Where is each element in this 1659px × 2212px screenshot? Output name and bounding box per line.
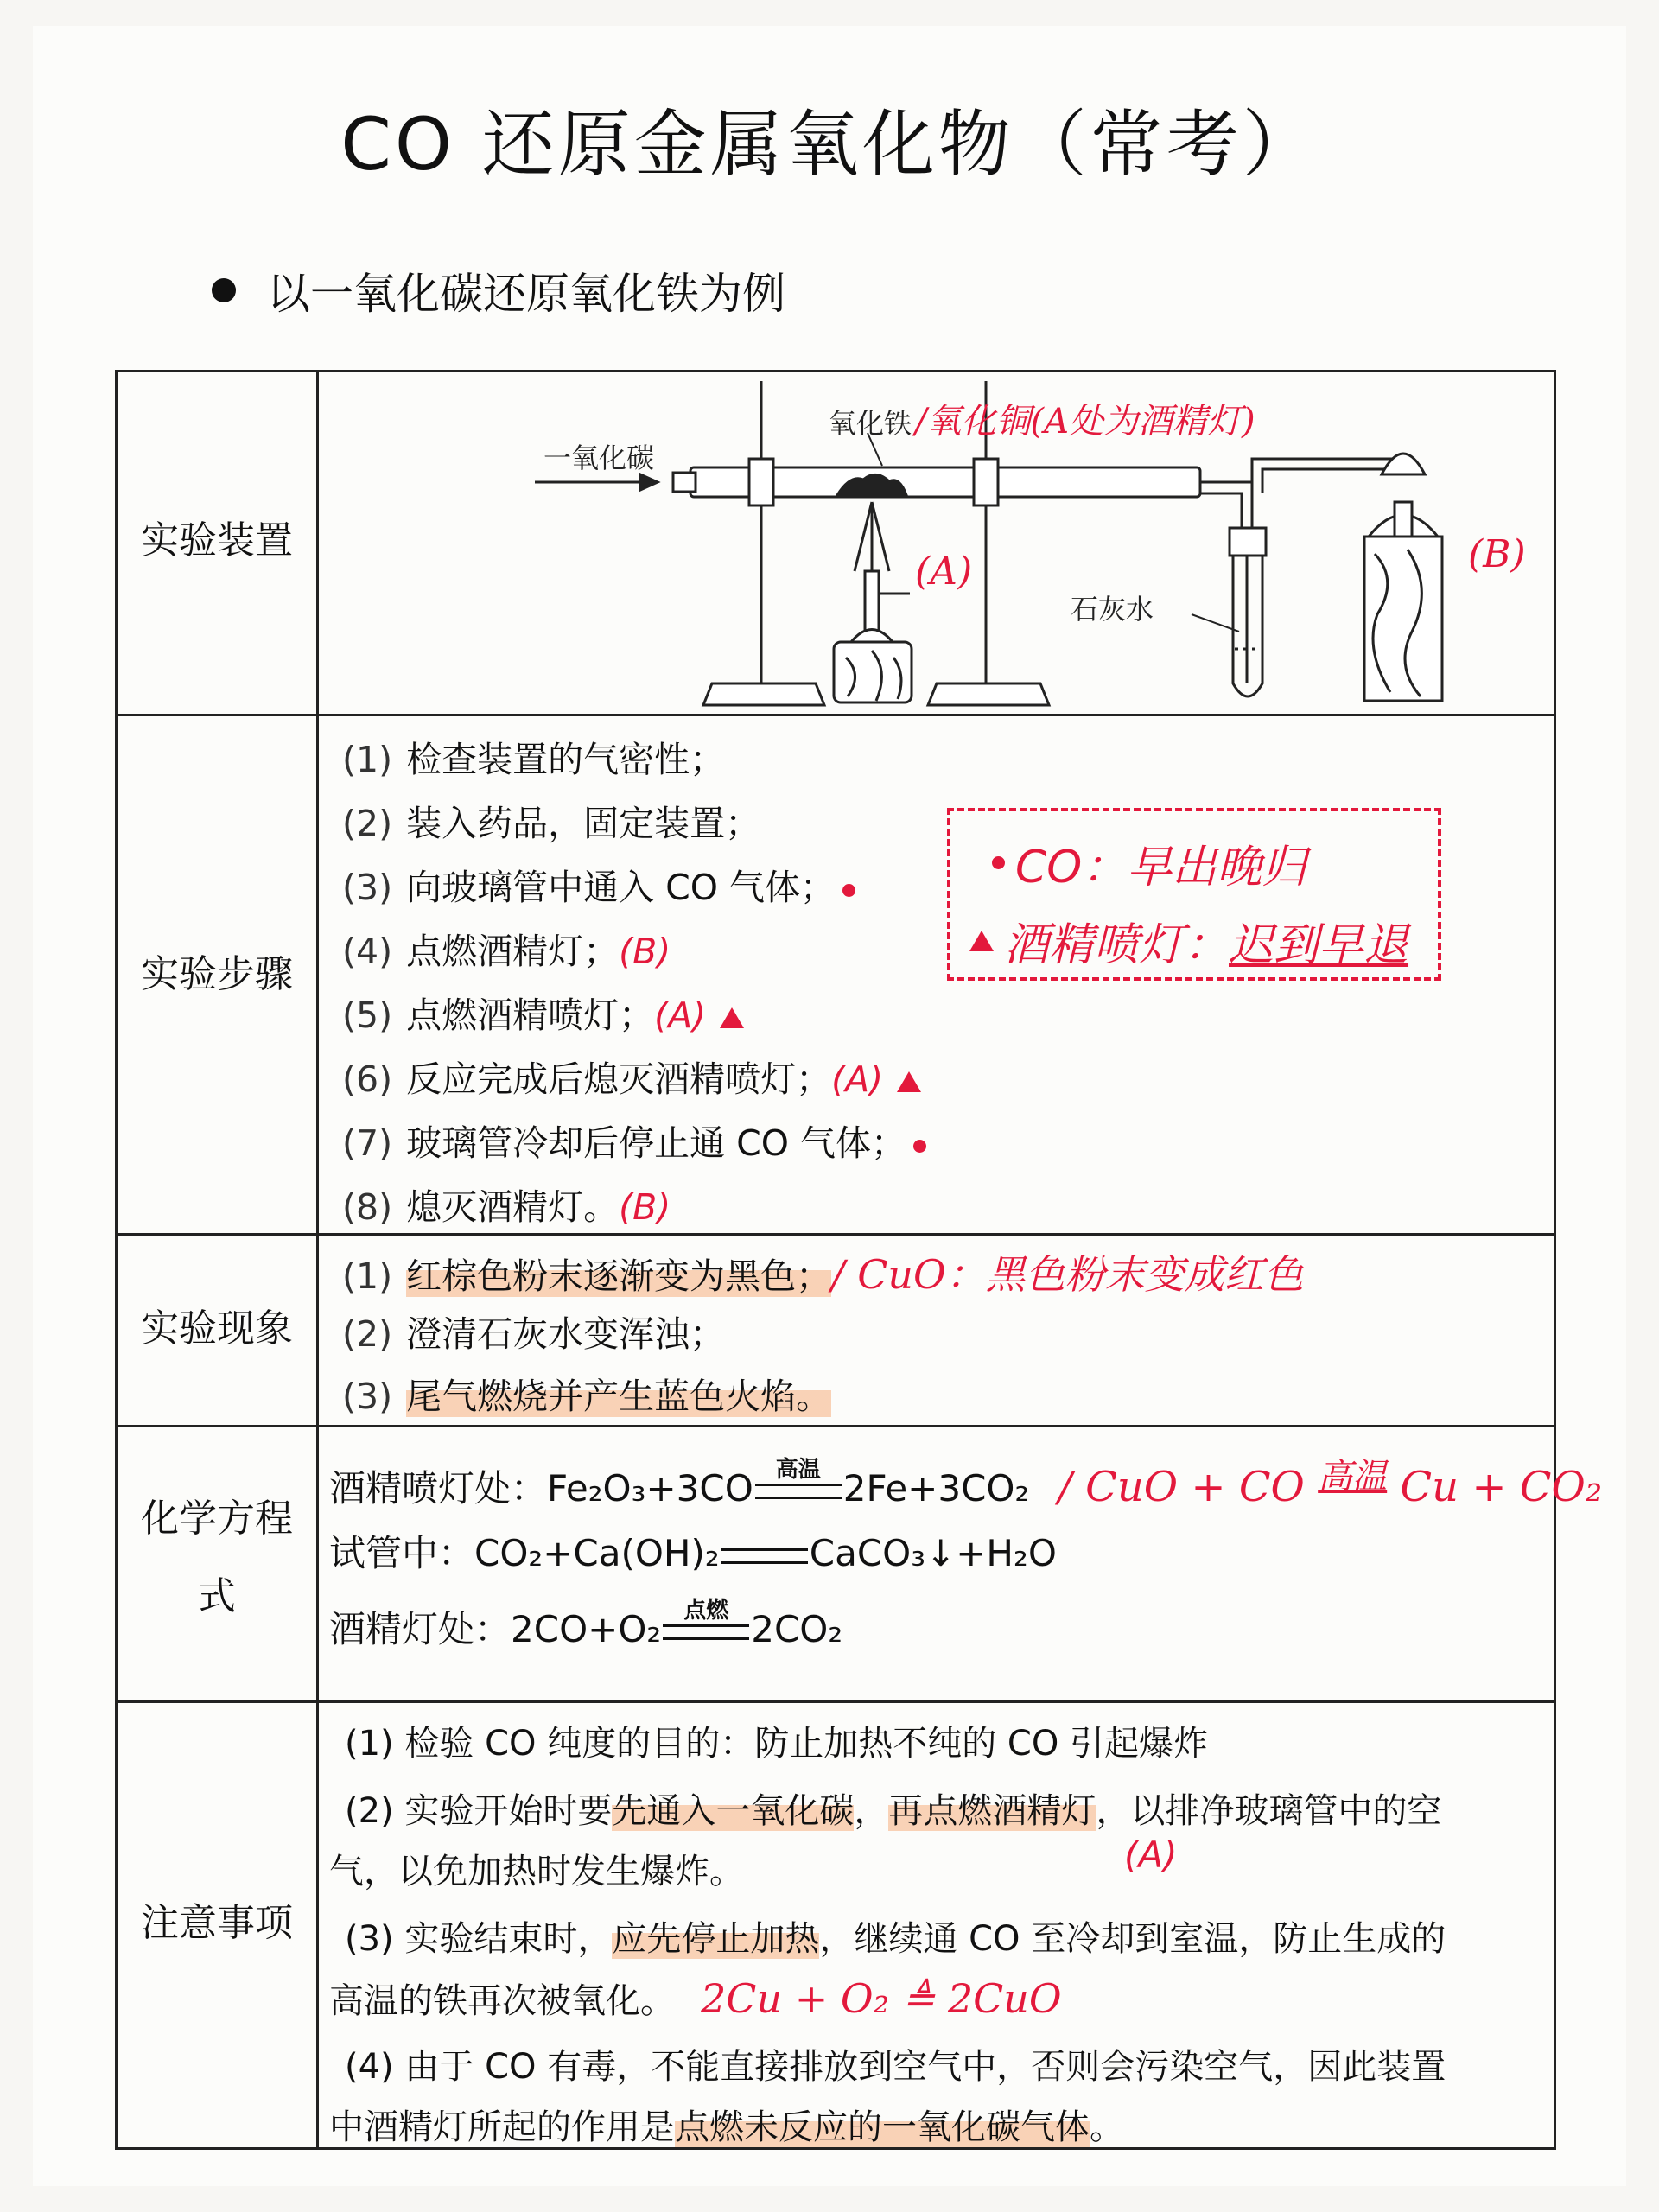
- note-1: (1) 检验 CO 纯度的目的：防止加热不纯的 CO 引起爆炸: [345, 1724, 1209, 1764]
- phenomena-label: 实验现象: [141, 1306, 293, 1351]
- notes-label: 注意事项: [141, 1901, 293, 1945]
- experiment-table: [115, 370, 1603, 2150]
- page-title: CO 还原金属氧化物（常考）: [340, 102, 1319, 187]
- step-8: (8) 熄灭酒精灯。(B): [342, 1186, 671, 1228]
- step-5: (5) 点燃酒精喷灯；(A): [342, 987, 744, 1038]
- co-dot-icon: [992, 856, 1005, 869]
- note-2: (2) 实验开始时要先通入一氧化碳，再点燃酒精灯，以排净玻璃管中的空: [345, 1791, 1442, 1831]
- reaction-arrow: 点燃: [663, 1624, 749, 1640]
- lamp-triangle-icon: [897, 1071, 921, 1092]
- note-4-cont: 中酒精灯所起的作用是点燃未反应的一氧化碳气体。: [329, 2107, 1124, 2147]
- note-3-cont: 高温的铁再次被氧化。 2Cu + O₂ ≜ 2CuO: [329, 1975, 1062, 2022]
- mnemonic-note-box: [947, 808, 1441, 981]
- mnemonic-co: CO： 早出晚归: [992, 830, 1306, 895]
- equation-test-tube: 试管中：CO₂+Ca(OH)₂ CaCO₃↓+H₂O: [329, 1532, 1057, 1574]
- apparatus-diagram: [319, 372, 1554, 714]
- row-divider: [118, 1425, 1554, 1427]
- sample-label: 氧化铁: [829, 407, 912, 440]
- note-2-cont: 气，以免加热时发生爆炸。: [329, 1852, 744, 1891]
- limewater-label: 石灰水: [1071, 593, 1154, 626]
- mnemonic-lamp: 酒精喷灯： 迟到早退: [969, 908, 1408, 973]
- bullet-icon: [212, 278, 236, 302]
- gas-in-label: 一氧化碳: [543, 442, 655, 474]
- note-4: (4) 由于 CO 有毒，不能直接排放到空气中，否则会污染空气，因此装置: [345, 2047, 1446, 2087]
- step-1: (1) 检查装置的气密性；: [342, 739, 726, 780]
- lamp-triangle-icon: [720, 1007, 744, 1028]
- equations-label-line2: 式: [198, 1574, 236, 1618]
- phenomenon-2: (2) 澄清石灰水变浑浊；: [342, 1313, 726, 1355]
- co-dot-icon: [842, 884, 855, 897]
- reaction-arrow: [721, 1548, 808, 1564]
- note-3: (3) 实验结束时，应先停止加热，继续通 CO 至冷却到室温，防止生成的: [345, 1919, 1446, 1959]
- step-2: (2) 装入药品，固定装置；: [342, 803, 761, 844]
- phenomenon-1: (1) 红棕色粉末逐渐变为黑色；/ CuO：黑色粉末变成红色: [342, 1251, 1304, 1298]
- section-heading: [212, 259, 785, 321]
- lamp-triangle-icon: [969, 931, 994, 951]
- row-divider: [118, 1700, 1554, 1703]
- step-6: (6) 反应完成后熄灭酒精喷灯；(A): [342, 1051, 921, 1102]
- apparatus-label: 实验装置: [141, 518, 293, 563]
- step-7: (7) 玻璃管冷却后停止通 CO 气体；: [342, 1115, 926, 1166]
- handwritten-sample-note: /氧化铜(A处为酒精灯): [915, 402, 1255, 442]
- lamp-b-mark: (B): [1468, 532, 1526, 576]
- section-heading-text: 以一氧化碳还原氧化铁为例: [267, 269, 785, 319]
- reaction-arrow: 高温: [755, 1484, 842, 1499]
- row-divider: [118, 1233, 1554, 1236]
- step-4: (4) 点燃酒精灯；(B): [342, 931, 671, 972]
- phenomenon-3: (3) 尾气燃烧并产生蓝色火焰。: [342, 1376, 832, 1417]
- lamp-a-mark: (A): [915, 550, 973, 594]
- row-divider: [118, 714, 1554, 716]
- equation-blast-lamp: 酒精喷灯处：Fe₂O₃+3CO 高温 2Fe+3CO₂ / CuO + CO 高温 Cu + CO₂: [329, 1456, 1603, 1511]
- note-2-mark: (A): [1124, 1834, 1178, 1876]
- equation-alcohol-lamp: 酒精灯处：2CO+O₂ 点燃 2CO₂: [329, 1597, 843, 1650]
- co-dot-icon: [913, 1140, 926, 1153]
- steps-label: 实验步骤: [141, 952, 293, 996]
- equations-label-line1: 化学方程: [141, 1497, 293, 1541]
- step-3: (3) 向玻璃管中通入 CO 气体；: [342, 859, 855, 910]
